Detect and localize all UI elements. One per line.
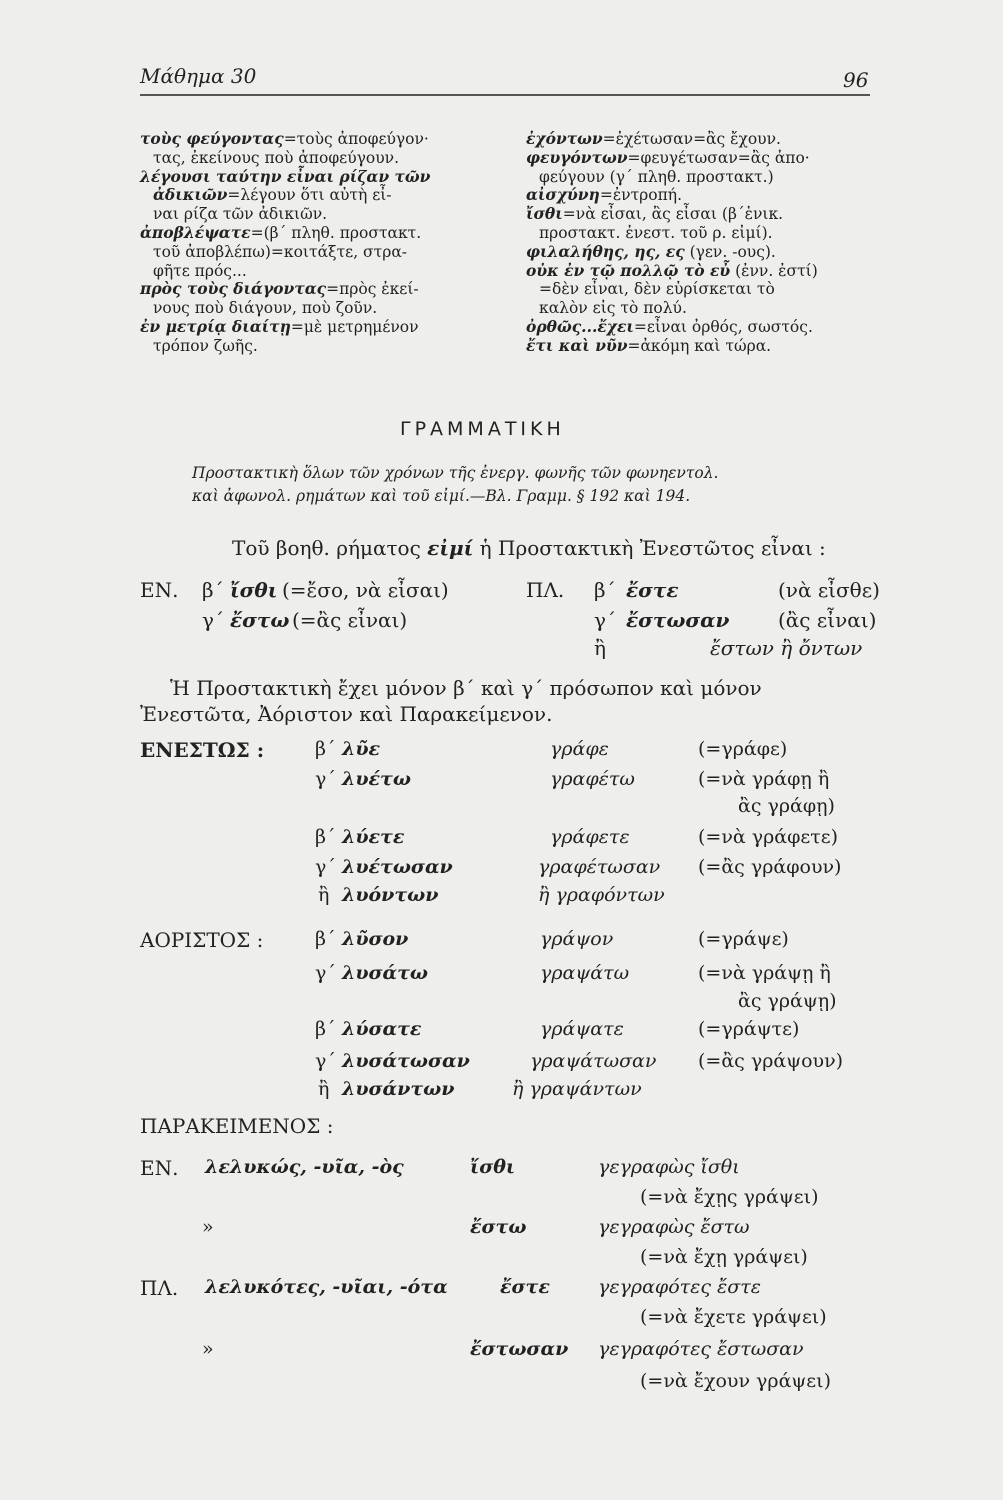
- vocab-line: λέγουσι ταύτην εἶναι ρίζαν τῶν: [140, 166, 431, 186]
- modern-form: γράφετε: [550, 826, 630, 848]
- verb-form: λύετε: [342, 826, 405, 848]
- modern-form: γραφέτωσαν: [538, 856, 661, 878]
- vocab-line: ἐχόντων=ἐχέτωσαν=ἂς ἔχουν.: [526, 129, 781, 148]
- modern-form: γράψατε: [540, 1018, 624, 1040]
- vocab-line: =δὲν εἶναι, δὲν εὑρίσκεται τὸ: [539, 280, 775, 299]
- gloss: (=γράψτε): [698, 1018, 800, 1040]
- vocab-line: προστακτ. ἐνεστ. τοῦ ρ. εἰμί).: [539, 223, 773, 242]
- modern-form: ἢ γραφόντων: [538, 884, 665, 906]
- auxiliary: ἔστωσαν: [470, 1338, 569, 1360]
- vocabulary-right-column: [526, 130, 896, 356]
- vocab-line: τας, ἐκείνους ποὺ ἀποφεύγουν.: [153, 148, 400, 167]
- eimi-gloss: (νὰ εἶσθε): [778, 578, 880, 602]
- gloss: (=νὰ γράφετε): [698, 826, 839, 848]
- header-rule: [140, 94, 870, 96]
- eimi-form: ἔστω: [230, 608, 290, 632]
- gloss: (=γράψε): [698, 928, 789, 950]
- vocab-line: τοὺς φεύγοντας=τοὺς ἀποφεύγον·: [140, 129, 429, 148]
- auxiliary: ἔστω: [470, 1216, 527, 1238]
- eimi-person: γ΄: [202, 608, 224, 632]
- ditto-mark: »: [202, 1216, 214, 1238]
- vocab-line: φεύγουν (γ΄ πληθ. προστακτ.): [539, 167, 774, 186]
- eimi-gloss: (=ἔσο, νὰ εἶσαι): [282, 578, 449, 602]
- grammar-section-title: ΓΡΑΜΜΑΤΙΚΗ: [400, 418, 565, 440]
- gloss: (=νὰ ἔχουν γράψει): [640, 1370, 832, 1392]
- imperative-remark: Ἐνεστῶτα, Ἀόριστον καὶ Παρακείμενον.: [140, 702, 553, 726]
- eimi-alt-forms: ἔστων ἢ ὄντων: [710, 636, 863, 660]
- gloss: (=νὰ ἔχετε γράψει): [640, 1306, 827, 1328]
- eimi-person: β΄: [202, 578, 224, 602]
- person: γ΄: [315, 1050, 336, 1072]
- vocab-line: φιλαλήθης, ης, ες (γεν. -ους).: [526, 241, 776, 261]
- person: β΄: [315, 1018, 336, 1040]
- eimi-intro-line: Τοῦ βοηθ. ρήματος εἰμί ἡ Προστακτικὴ Ἐνεστῶτος εἶναι :: [232, 536, 826, 560]
- modern-form: γραφέτω: [550, 768, 635, 790]
- modern-form: ἢ γραψάντων: [512, 1078, 642, 1100]
- imperative-remark: Ἡ Προστακτικὴ ἔχει μόνον β΄ καὶ γ΄ πρόσωπον καὶ μόνον: [170, 676, 762, 700]
- gloss: (=ἂς γράφουν): [698, 856, 842, 878]
- participle: λελυκώς, -υῖα, -ὸς: [205, 1156, 404, 1178]
- verb-form: λυσάντων: [342, 1078, 455, 1100]
- eimi-gloss: (=ἂς εἶναι): [292, 608, 408, 632]
- modern-form: γράφε: [550, 738, 609, 760]
- verb-form: λυέτω: [342, 768, 411, 790]
- number-label: ΠΛ.: [140, 1276, 179, 1300]
- auxiliary: ἴσθι: [470, 1156, 516, 1178]
- present-label: ΕΝΕΣΤΩΣ :: [140, 738, 265, 762]
- vocab-line: ἀδικιῶν=λέγουν ὅτι αὐτὴ εἶ-: [153, 185, 392, 205]
- verb-form: λύσατε: [342, 1018, 422, 1040]
- vocab-line: οὐκ ἐν τῷ πολλῷ τὸ εὖ (ἐνν. ἐστί): [526, 260, 818, 280]
- verb-form: λυέτωσαν: [342, 856, 453, 878]
- eimi-form: ἔστωσαν: [626, 608, 730, 632]
- vocab-line: ἴσθι=νὰ εἶσαι, ἂς εἶσαι (β΄ἑνικ.: [526, 204, 784, 224]
- gloss: (=γράφε): [698, 738, 788, 760]
- modern-form: γεγραφὼς ἔστω: [598, 1216, 750, 1238]
- gloss: (=νὰ ἔχῃς γράψει): [640, 1186, 819, 1208]
- person: γ΄: [315, 962, 336, 984]
- verb-form: λῦε: [342, 738, 381, 760]
- gloss: ἂς γράφῃ): [738, 795, 835, 817]
- vocab-line: φῆτε πρός...: [153, 261, 247, 280]
- vocab-line: πρὸς τοὺς διάγοντας=πρὸς ἐκεί-: [140, 279, 419, 299]
- person: β΄: [315, 826, 336, 848]
- eimi-person: γ΄: [594, 608, 616, 632]
- person: ἢ: [318, 1078, 330, 1100]
- gloss: (=νὰ γράφῃ ἢ: [698, 768, 830, 790]
- vocab-line: ἀποβλέψατε=(β΄ πληθ. προστακτ.: [140, 222, 422, 242]
- aorist-label: ΑΟΡΙΣΤΟΣ :: [140, 928, 264, 952]
- eimi-form: ἔστε: [626, 578, 679, 602]
- vocab-line: φευγόντων=φευγέτωσαν=ἂς ἀπο·: [526, 147, 810, 167]
- person: β΄: [315, 928, 336, 950]
- vocab-line: ἐν μετρίᾳ διαίτῃ=μὲ μετρημένον: [140, 316, 419, 336]
- person: γ΄: [315, 856, 336, 878]
- eimi-gloss: (ἂς εἶναι): [778, 608, 877, 632]
- eimi-alt-or: ἢ: [594, 636, 606, 660]
- auxiliary: ἔστε: [500, 1276, 550, 1298]
- modern-form: γεγραφὼς ἴσθι: [598, 1156, 740, 1178]
- gloss: ἂς γράψῃ): [738, 990, 837, 1012]
- vocab-line: καλὸν εἰς τὸ πολύ.: [539, 299, 687, 318]
- modern-form: γράψον: [540, 928, 614, 950]
- verb-form: λυσάτωσαν: [342, 1050, 470, 1072]
- verb-form: λυσάτω: [342, 962, 429, 984]
- person: ἢ: [318, 884, 330, 906]
- vocab-line: νους ποὺ διάγουν, ποὺ ζοῦν.: [153, 299, 378, 318]
- vocab-line: ὀρθῶς...ἔχει=εἶναι ὀρθός, σωστός.: [526, 316, 813, 336]
- person: γ΄: [315, 768, 336, 790]
- number-label: ΕΝ.: [140, 1156, 179, 1180]
- perfect-label: ΠΑΡΑΚΕΙΜΕΝΟΣ :: [140, 1114, 334, 1138]
- participle: λελυκότες, -υῖαι, -ότα: [205, 1276, 448, 1298]
- eimi-plural-label: ΠΛ.: [526, 578, 565, 602]
- person: β΄: [315, 738, 336, 760]
- modern-form: γραψάτω: [540, 962, 630, 984]
- eimi-form: ἴσθι: [230, 578, 278, 602]
- gloss: (=νὰ ἔχῃ γράψει): [640, 1246, 808, 1268]
- modern-form: γραψάτωσαν: [530, 1050, 657, 1072]
- vocab-line: ναι ρίζα τῶν ἀδικιῶν.: [153, 205, 328, 224]
- modern-form: γεγραφότες ἔστωσαν: [598, 1338, 804, 1360]
- gloss: (=νὰ γράψῃ ἢ: [698, 962, 831, 984]
- running-header-lesson: Μάθημα 30: [140, 64, 257, 88]
- ditto-mark: »: [202, 1338, 214, 1360]
- vocabulary-left-column: [140, 130, 505, 356]
- eimi-person: β΄: [594, 578, 616, 602]
- gloss: (=ἂς γράψουν): [698, 1050, 844, 1072]
- verb-form: λῦσον: [342, 928, 409, 950]
- vocab-line: τρόπον ζωῆς.: [153, 336, 258, 355]
- vocab-line: τοῦ ἀποβλέπω)=κοιτάξτε, στρα-: [153, 242, 408, 261]
- vocab-line: ἔτι καὶ νῦν=ἀκόμη καὶ τώρα.: [526, 335, 772, 355]
- verb-form: λυόντων: [342, 884, 439, 906]
- eimi-singular-label: ΕΝ.: [140, 578, 179, 602]
- vocab-line: αἰσχύνη=ἐντροπή.: [526, 185, 682, 205]
- grammar-reference-note: Προστακτικὴ ὅλων τῶν χρόνων τῆς ἐνεργ. φωνῆς τῶν φωνηεντολ. καὶ ἀφωνολ. ρημάτων καὶ τοῦ εἰμί.—Βλ. Γραμμ. § 192 καὶ 194.: [192, 464, 719, 505]
- modern-form: γεγραφότες ἔστε: [598, 1276, 761, 1298]
- page-number: 96: [843, 68, 869, 92]
